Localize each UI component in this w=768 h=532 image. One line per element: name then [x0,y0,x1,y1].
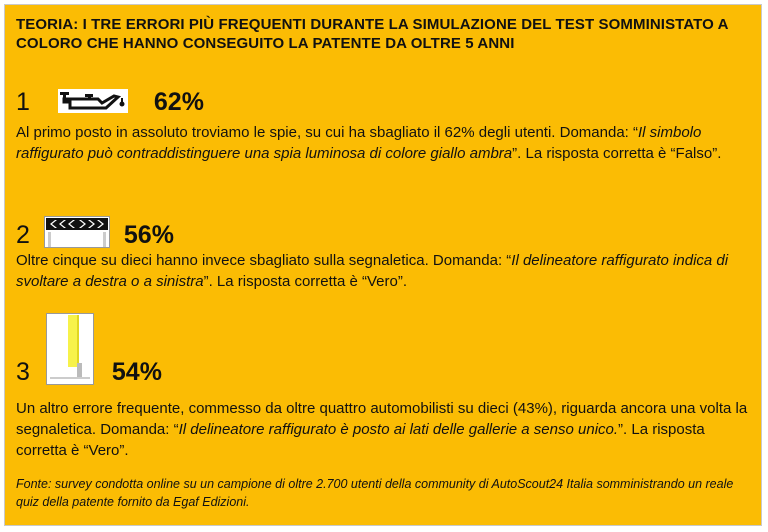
item-3-percent: 54% [111,358,162,386]
item-3-rank: 3 [16,358,30,386]
item-3-header [16,313,162,385]
source-footnote: Fonte: survey condotta online su un campione di oltre 2.700 utenti della community di AutoScout24 Italia somministrando un reale quiz della patente fornito da Egaf Edizioni. [16,477,734,509]
item-3-description: Un altro errore frequente, commesso da oltre quattro automobilisti su dieci (43%), riguarda ancora una volta la segnaletica. Domanda: “Il delineatore raffigurato è posto ai lati delle gallerie a senso unico.”. La risposta corretta è “Vero”. [16,400,748,459]
item-2-rank: 2 [16,221,30,249]
item-1-header [16,89,204,115]
item-1-description: Al primo posto in assoluto troviamo le spie, su cui ha sbagliato il 62% degli utenti. Domanda: “Il simbolo raffigurato può contraddistinguere una spia luminosa di colore giallo ambra”. La risposta corretta è “Falso”. [16,124,722,162]
oil-can-warning-light-icon [58,89,128,113]
infographic-card [4,4,762,526]
chevron-delineator-sign-icon [44,216,110,248]
item-2-description: Oltre cinque su dieci hanno invece sbagliato sulla segnaletica. Domanda: “Il delineatore raffigurato indica di svoltare a destra o a sinistra”. La risposta corretta è “Vero”. [16,252,729,290]
item-1-rank: 1 [16,88,30,116]
item-1-percent: 62% [153,88,204,116]
item-2-percent: 56% [123,221,174,249]
infographic-title: TEORIA: I TRE ERRORI PIÙ FREQUENTI DURANTE LA SIMULAZIONE DEL TEST SOMMINISTATO A COLORO CHE HANNO CONSEGUITO LA PATENTE DA OLTRE 5 ANNI [16,16,728,52]
item-2-header [16,216,174,248]
tunnel-delineator-sign-icon [46,313,94,385]
